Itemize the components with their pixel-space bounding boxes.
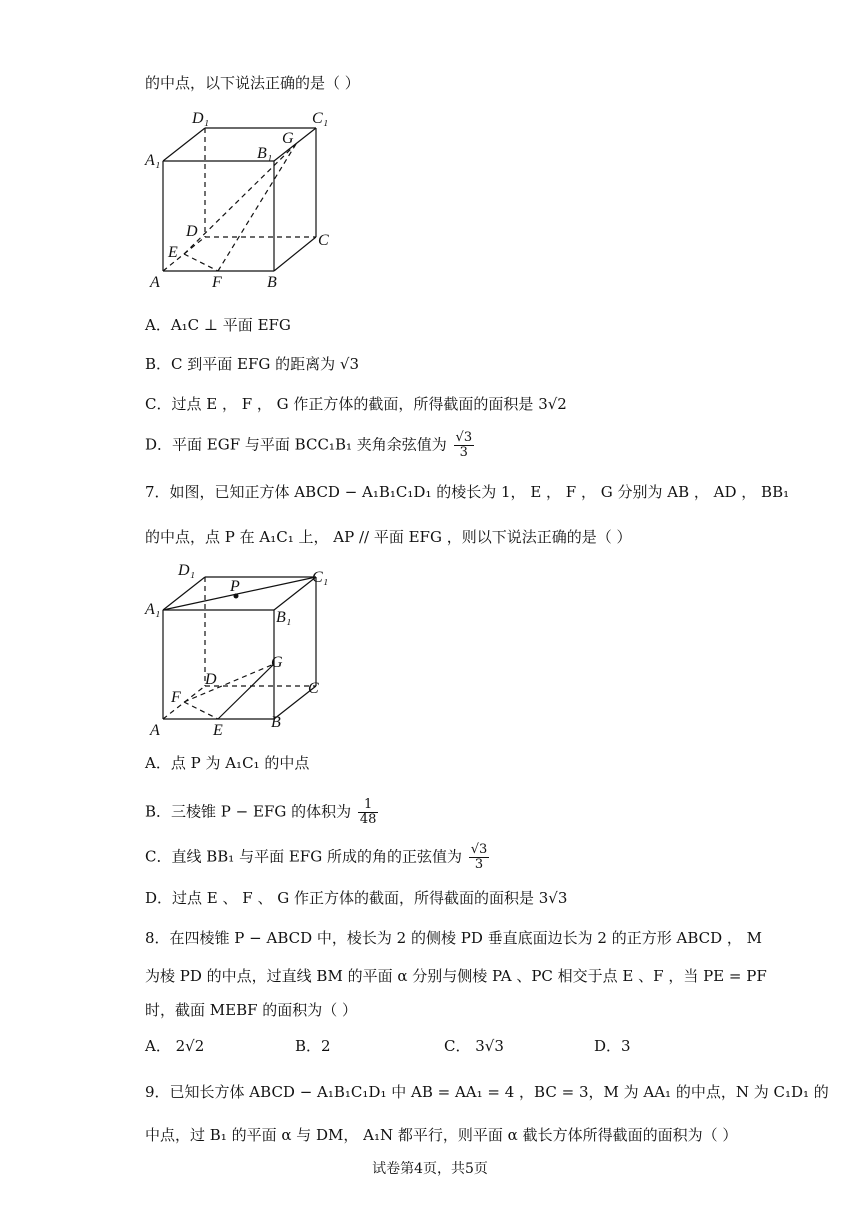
q7-option-c: [145, 843, 489, 872]
label-D1: D₁: [192, 110, 210, 127]
label-D1: D₁: [178, 562, 196, 579]
q6-stem-tail: 的中点，以下说法正确的是（ ）: [145, 74, 360, 92]
q6-option-c: C．过点 E ， F ， G 作正方体的截面，所得截面的面积是 3√2: [145, 395, 567, 413]
q7-option-b-fraction: [358, 798, 379, 827]
q7-option-c-text: C．直线 BB₁ 与平面 EFG 所成的角的正弦值为: [145, 847, 462, 866]
q8-stem-line-2: 为棱 PD 的中点，过直线 BM 的平面 α 分别与侧棱 PA 、PC 相交于点 E 、F ，当 PE = PF: [145, 967, 767, 985]
label-G: G: [282, 130, 294, 147]
label-E: E: [168, 244, 178, 261]
label-A1: A₁: [145, 152, 161, 169]
q7-option-b-text: B．三棱锥 P − EFG 的体积为: [145, 802, 352, 821]
q8-option-d: D．3: [594, 1037, 631, 1055]
q8-option-c: C． 3√3: [444, 1037, 504, 1055]
label-C1: C₁: [312, 569, 329, 586]
label-A: A: [150, 722, 160, 739]
q8-option-b: B．2: [295, 1037, 331, 1055]
label-E: E: [213, 722, 223, 739]
label-F: F: [212, 274, 222, 291]
q7-option-b-num: 1: [358, 798, 379, 813]
q6-option-d-text: D．平面 EGF 与平面 BCC₁B₁ 夹角余弦值为: [145, 435, 447, 454]
q6-option-b: B．C 到平面 EFG 的距离为 √3: [145, 355, 360, 373]
label-B1: B₁: [257, 145, 273, 162]
q7-option-d: D．过点 E 、 F 、 G 作正方体的截面，所得截面的面积是 3√3: [145, 889, 568, 907]
q9-stem-line-1: 9．已知长方体 ABCD − A₁B₁C₁D₁ 中 AB = AA₁ = 4 ，BC = 3，M 为 AA₁ 的中点，N 为 C₁D₁ 的: [145, 1083, 829, 1101]
label-D: D: [186, 223, 198, 240]
q6-option-d-den: 3: [459, 445, 468, 460]
label-B1: B₁: [276, 609, 292, 626]
page-footer: 试卷第4页，共5页: [372, 1161, 488, 1177]
label-B: B: [267, 274, 277, 291]
q6-option-d-num: √3: [455, 430, 473, 445]
q8-stem-line-3: 时，截面 MEBF 的面积为（ ）: [145, 1001, 358, 1019]
q7-option-b: [145, 798, 378, 827]
q9-stem-line-2: 中点，过 B₁ 的平面 α 与 DM， A₁N 都平行，则平面 α 截长方体所得截面的面积为（ ）: [145, 1126, 738, 1144]
q7-option-b-den: 48: [359, 812, 377, 827]
q7-option-c-num: √3: [470, 842, 488, 857]
q7-stem-line-1: 7．如图，已知正方体 ABCD − A₁B₁C₁D₁ 的棱长为 1， E ， F ， G 分别为 AB ， AD ， BB₁: [145, 483, 790, 501]
q7-stem-line-2: 的中点，点 P 在 A₁C₁ 上， AP // 平面 EFG ，则以下说法正确的是（ ）: [145, 528, 632, 546]
q8-option-a: A． 2√2: [145, 1037, 205, 1055]
label-C: C: [308, 680, 319, 697]
q8-stem-line-1: 8．在四棱锥 P − ABCD 中，棱长为 2 的侧棱 PD 垂直底面边长为 2 的正方形 ABCD ， M: [145, 929, 763, 947]
label-F: F: [171, 689, 181, 706]
q6-option-a: A．A₁C ⊥ 平面 EFG: [145, 316, 291, 334]
label-A: A: [150, 274, 160, 291]
q7-option-a: A．点 P 为 A₁C₁ 的中点: [145, 754, 310, 772]
label-D: D: [205, 671, 217, 688]
label-P: P: [230, 578, 240, 595]
label-G: G: [271, 654, 283, 671]
q7-option-c-fraction: [469, 843, 490, 872]
label-C1: C₁: [312, 110, 329, 127]
label-C: C: [318, 232, 329, 249]
q7-option-c-den: 3: [474, 857, 484, 872]
label-A1: A₁: [145, 601, 161, 618]
label-B: B: [271, 714, 281, 731]
